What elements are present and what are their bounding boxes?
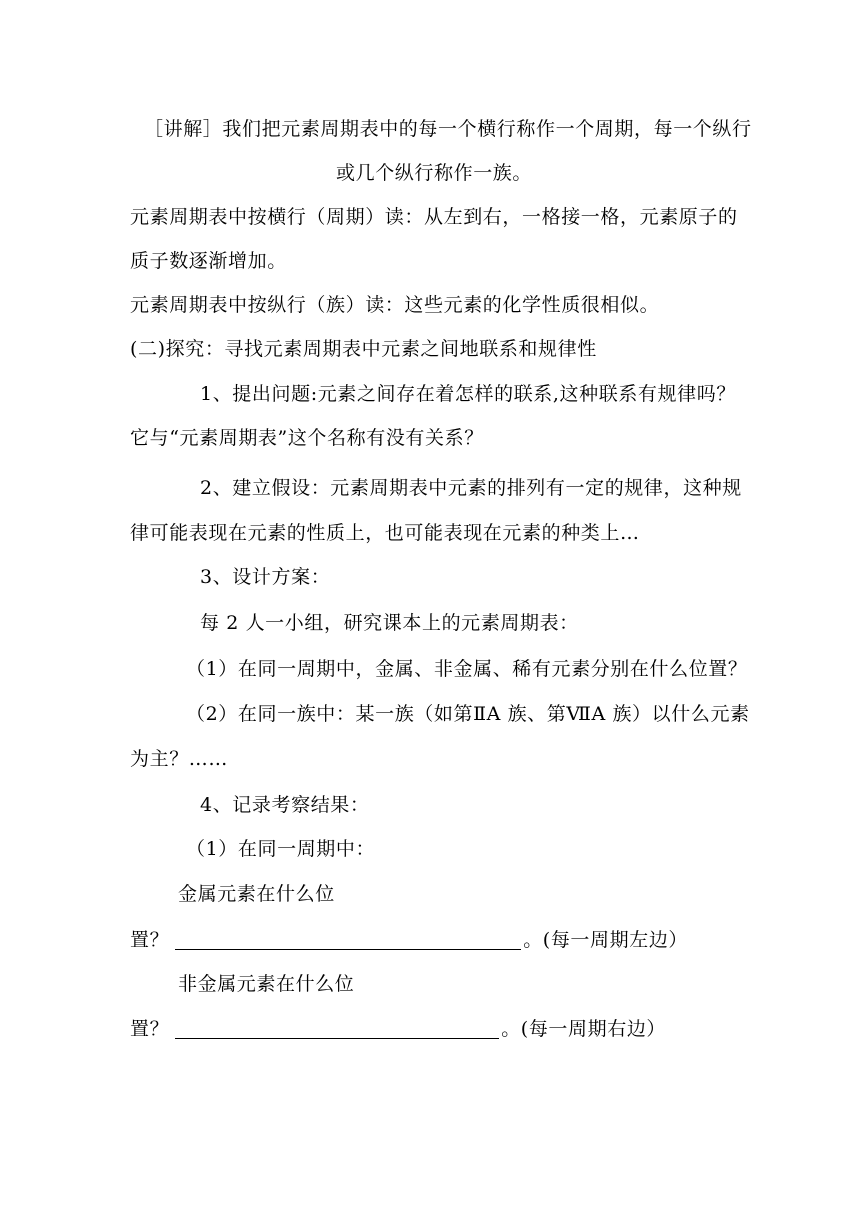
metal-answer-hint: 。(每一周期左边） [523, 929, 689, 951]
metal-question-line: 金属元素在什么位 [178, 883, 335, 905]
step4-heading: 4、记录考察结果： [200, 794, 370, 816]
nonmetal-answer-prefix: 置？ [130, 1018, 170, 1040]
step3-heading: 3、设计方案： [200, 566, 331, 588]
step1-line-2: 它与“元素周期表”这个名称有没有关系？ [130, 427, 484, 449]
column-reading-line: 元素周期表中按纵行（族）读：这些元素的化学性质很相似。 [130, 294, 660, 316]
step3-question-2-line-1: （2）在同一族中：某一族（如第ⅡA 族、第ⅦA 族）以什么元素 [186, 703, 750, 725]
step2-line-1: 2、建立假设：元素周期表中元素的排列有一定的规律，这种规 [200, 477, 742, 499]
lecture-line-1: ［讲解］我们把元素周期表中的每一个横行称作一个周期，每一个纵行 [144, 118, 752, 140]
section-heading-explore: (二)探究：寻找元素周期表中元素之间地联系和规律性 [130, 338, 597, 360]
nonmetal-answer-hint: 。(每一周期右边） [501, 1018, 667, 1040]
step3-group-line: 每 2 人一小组，研究课本上的元素周期表： [200, 612, 579, 634]
nonmetal-answer-line [130, 1016, 666, 1042]
step3-question-2-line-2: 为主？…… [130, 748, 229, 770]
metal-answer-prefix: 置？ [130, 929, 170, 951]
lecture-line-2: 或几个纵行称作一族。 [336, 162, 533, 184]
row-reading-line-1: 元素周期表中按横行（周期）读：从左到右，一格接一格，元素原子的 [130, 206, 738, 228]
step2-line-2: 律可能表现在元素的性质上，也可能表现在元素的种类上… [130, 522, 640, 544]
row-reading-line-2: 质子数逐渐增加。 [130, 250, 287, 272]
nonmetal-answer-blank[interactable] [175, 1018, 499, 1039]
metal-answer-line [130, 927, 688, 953]
step1-line-1: 1、提出问题:元素之间存在着怎样的联系,这种联系有规律吗？ [200, 383, 736, 405]
metal-answer-blank[interactable] [175, 929, 521, 950]
nonmetal-question-line: 非金属元素在什么位 [178, 973, 355, 995]
step3-question-1: （1）在同一周期中，金属、非金属、稀有元素分别在什么位置？ [186, 658, 748, 680]
step4-subheading: （1）在同一周期中： [186, 838, 376, 860]
